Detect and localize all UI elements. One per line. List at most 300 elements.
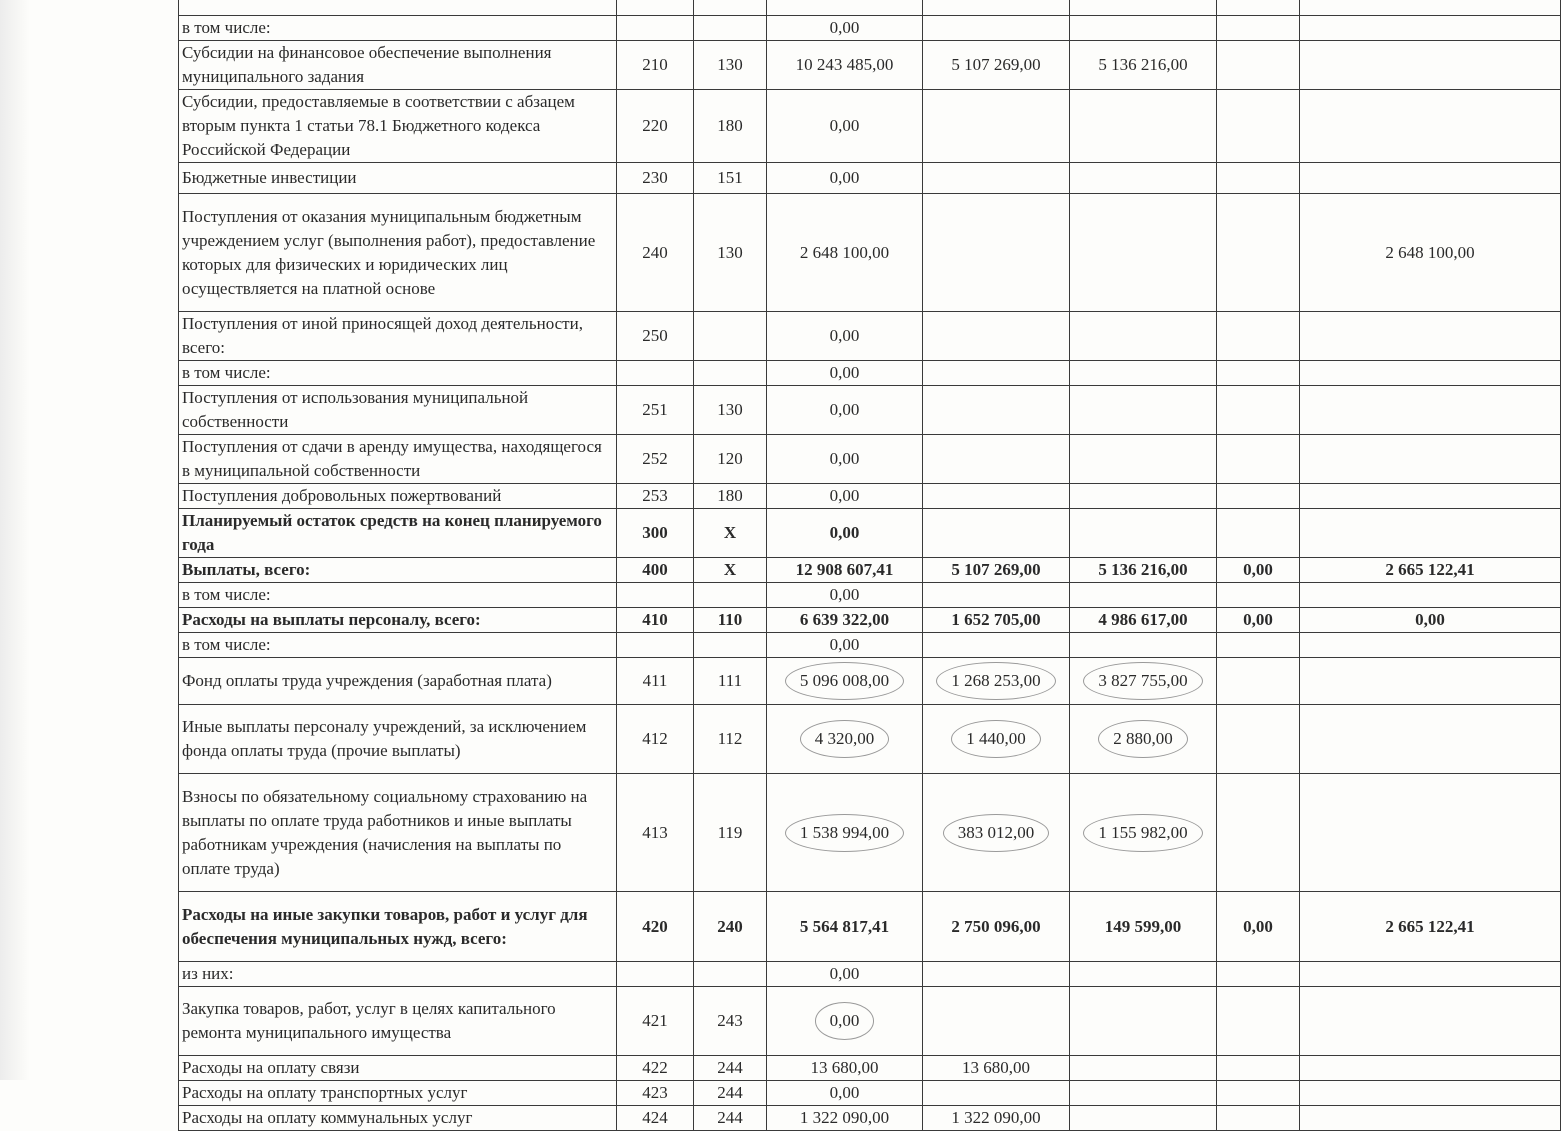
row-code (617, 16, 694, 41)
row-total-text: 0,00 (829, 449, 860, 468)
row-municipal-task-subsidy (923, 608, 1070, 633)
row-capital-investment (1217, 90, 1300, 163)
row-total (767, 1056, 923, 1081)
row-kosgu-code-text: 151 (717, 168, 743, 187)
row-kosgu-code-text: 120 (717, 449, 743, 468)
table-row (179, 583, 1561, 608)
row-kosgu-code-text: 110 (717, 610, 743, 629)
row-paid-services (1300, 386, 1561, 435)
row-name (179, 312, 617, 361)
row-name-text: в том числе: (182, 18, 271, 37)
row-other-subsidy-text: 5 136 216,00 (1098, 55, 1188, 74)
row-capital-investment (1217, 1106, 1300, 1131)
row-kosgu-code-text: 244 (717, 1083, 743, 1102)
row-paid-services (1300, 16, 1561, 41)
row-code (617, 361, 694, 386)
row-kosgu-code (694, 583, 767, 608)
row-name (179, 608, 617, 633)
row-paid-services (1300, 1106, 1561, 1131)
row-code-text: 421 (642, 1011, 668, 1030)
row-name-text: Фонд оплаты труда учреждения (заработная плата) (182, 671, 552, 690)
table-row (179, 509, 1561, 558)
row-code-text: 412 (642, 729, 668, 748)
row-total (767, 774, 923, 892)
row-total-text: 0,00 (829, 486, 860, 505)
row-total (767, 90, 923, 163)
row-name (179, 1056, 617, 1081)
row-municipal-task-subsidy (923, 163, 1070, 194)
row-capital-investment (1217, 16, 1300, 41)
row-code-text: 251 (642, 400, 668, 419)
row-other-subsidy-text: 2 880,00 (1098, 720, 1188, 758)
row-name (179, 633, 617, 658)
table-row (179, 1081, 1561, 1106)
row-name (179, 163, 617, 194)
row-capital-investment (1217, 633, 1300, 658)
row-total-text: 0,00 (829, 1083, 860, 1102)
row-kosgu-code (694, 435, 767, 484)
table-row (179, 90, 1561, 163)
row-code (617, 774, 694, 892)
row-paid-services (1300, 1056, 1561, 1081)
row-total (767, 987, 923, 1056)
row-municipal-task-subsidy (923, 90, 1070, 163)
row-code (617, 1056, 694, 1081)
row-total-text: 4 320,00 (800, 720, 890, 758)
row-capital-investment-text: 0,00 (1243, 916, 1273, 936)
table-row (179, 484, 1561, 509)
row-municipal-task-subsidy (923, 386, 1070, 435)
row-paid-services-text: 2 665 122,41 (1385, 916, 1475, 936)
row-total-text: 1 322 090,00 (799, 1108, 890, 1127)
row-total (767, 386, 923, 435)
row-paid-services (1300, 962, 1561, 987)
table-row (179, 361, 1561, 386)
row-code (617, 41, 694, 90)
row-total (767, 41, 923, 90)
row-other-subsidy (1070, 892, 1217, 962)
row-municipal-task-subsidy (923, 987, 1070, 1056)
row-capital-investment (1217, 892, 1300, 962)
row-kosgu-code (694, 0, 767, 16)
row-name-text: Выплаты, всего: (182, 560, 311, 579)
row-name (179, 962, 617, 987)
row-total-text: 0,00 (829, 585, 860, 604)
row-kosgu-code-text: Х (723, 560, 737, 579)
table-row (179, 558, 1561, 583)
row-name-text: Субсидии на финансовое обеспечение выполнения муниципального задания (182, 43, 552, 86)
row-paid-services (1300, 608, 1561, 633)
row-kosgu-code-text: 244 (717, 1108, 743, 1127)
row-paid-services (1300, 90, 1561, 163)
row-name-text: Взносы по обязательному социальному страхованию на выплаты по оплате труда работников и иные выплаты работникам учреждения (начисления на выплаты по оплате труда) (182, 786, 588, 878)
row-kosgu-code-text: 130 (717, 55, 743, 74)
row-code-text: 423 (642, 1083, 668, 1102)
row-other-subsidy (1070, 509, 1217, 558)
row-capital-investment (1217, 484, 1300, 509)
row-municipal-task-subsidy-text: 5 107 269,00 (951, 55, 1041, 74)
row-municipal-task-subsidy (923, 705, 1070, 774)
row-paid-services (1300, 774, 1561, 892)
row-paid-services (1300, 194, 1561, 312)
row-total (767, 16, 923, 41)
row-paid-services (1300, 583, 1561, 608)
row-name-text: Субсидии, предоставляемые в соответствии с абзацем вторым пункта 1 статьи 78.1 Бюджетного кодекса Российской Федерации (182, 92, 575, 159)
row-kosgu-code (694, 484, 767, 509)
row-municipal-task-subsidy (923, 435, 1070, 484)
row-kosgu-code-text: 180 (717, 116, 743, 135)
row-paid-services-text: 2 648 100,00 (1385, 242, 1475, 262)
row-total-text: 0,00 (829, 635, 860, 654)
row-total (767, 658, 923, 705)
row-other-subsidy (1070, 633, 1217, 658)
row-municipal-task-subsidy (923, 658, 1070, 705)
table-row (179, 658, 1561, 705)
row-name (179, 1081, 617, 1106)
row-name-text: в том числе: (182, 585, 271, 604)
row-municipal-task-subsidy (923, 194, 1070, 312)
row-total-text: 0,00 (829, 400, 860, 419)
row-other-subsidy (1070, 558, 1217, 583)
row-kosgu-code (694, 163, 767, 194)
row-capital-investment (1217, 163, 1300, 194)
row-code (617, 558, 694, 583)
row-total (767, 163, 923, 194)
row-capital-investment (1217, 386, 1300, 435)
row-code-text: 411 (642, 671, 668, 690)
table-row (179, 41, 1561, 90)
row-total (767, 361, 923, 386)
row-other-subsidy-text: 4 986 617,00 (1098, 610, 1188, 629)
row-name-text: Иные выплаты персоналу учреждений, за исключением фонда оплаты труда (прочие выплаты) (182, 717, 587, 760)
row-total (767, 312, 923, 361)
row-code (617, 484, 694, 509)
row-municipal-task-subsidy-text: 1 652 705,00 (951, 610, 1041, 629)
row-municipal-task-subsidy (923, 484, 1070, 509)
row-other-subsidy (1070, 608, 1217, 633)
row-municipal-task-subsidy-text: 13 680,00 (962, 1058, 1030, 1077)
row-paid-services (1300, 361, 1561, 386)
row-total-text: 0,00 (829, 116, 860, 135)
row-total-text: 0,00 (815, 1002, 875, 1040)
table-row (179, 163, 1561, 194)
row-other-subsidy-text: 1 155 982,00 (1083, 814, 1202, 852)
row-paid-services (1300, 987, 1561, 1056)
row-capital-investment (1217, 774, 1300, 892)
row-other-subsidy-text: 149 599,00 (1104, 916, 1182, 936)
row-total-text: 10 243 485,00 (795, 55, 894, 74)
row-name-text: в том числе: (182, 635, 271, 654)
row-code-text: 413 (642, 822, 668, 842)
row-code (617, 194, 694, 312)
row-paid-services (1300, 1081, 1561, 1106)
row-code (617, 0, 694, 16)
row-capital-investment (1217, 509, 1300, 558)
row-name (179, 484, 617, 509)
row-kosgu-code (694, 892, 767, 962)
row-paid-services (1300, 892, 1561, 962)
row-municipal-task-subsidy-text: 1 440,00 (951, 720, 1041, 758)
row-total-text: 0,00 (829, 363, 860, 382)
row-total (767, 962, 923, 987)
row-code (617, 962, 694, 987)
row-other-subsidy (1070, 41, 1217, 90)
row-paid-services-text: 2 665 122,41 (1385, 560, 1475, 579)
row-code-text: 253 (642, 486, 668, 505)
row-other-subsidy (1070, 1106, 1217, 1131)
row-other-subsidy (1070, 90, 1217, 163)
row-code-text: 300 (642, 523, 668, 542)
row-other-subsidy (1070, 705, 1217, 774)
table-row (179, 194, 1561, 312)
row-total (767, 509, 923, 558)
row-paid-services (1300, 633, 1561, 658)
row-paid-services (1300, 312, 1561, 361)
row-municipal-task-subsidy (923, 892, 1070, 962)
row-code (617, 386, 694, 435)
row-kosgu-code-text: 243 (717, 1011, 743, 1030)
row-kosgu-code (694, 312, 767, 361)
row-name (179, 361, 617, 386)
row-name-text: Расходы на иные закупки товаров, работ и услуг для обеспечения муниципальных нужд, всего: (182, 904, 588, 948)
row-kosgu-code (694, 509, 767, 558)
row-municipal-task-subsidy (923, 558, 1070, 583)
row-kosgu-code (694, 774, 767, 892)
row-municipal-task-subsidy (923, 16, 1070, 41)
row-other-subsidy-text: 5 136 216,00 (1098, 560, 1188, 579)
row-total-text: 2 648 100,00 (799, 242, 890, 262)
row-code (617, 163, 694, 194)
row-capital-investment (1217, 41, 1300, 90)
row-municipal-task-subsidy (923, 633, 1070, 658)
row-name-text: из них: (182, 964, 234, 983)
row-total (767, 892, 923, 962)
row-other-subsidy (1070, 583, 1217, 608)
row-total-text: 5 564 817,41 (799, 916, 890, 936)
row-total (767, 608, 923, 633)
row-other-subsidy (1070, 386, 1217, 435)
row-code (617, 608, 694, 633)
table-row (179, 608, 1561, 633)
row-name-text: Поступления от сдачи в аренду имущества, находящегося в муниципальной собственности (182, 437, 602, 480)
row-name-text: Планируемый остаток средств на конец планируемого года (182, 511, 602, 554)
row-name (179, 987, 617, 1056)
table-row (179, 892, 1561, 962)
row-other-subsidy (1070, 194, 1217, 312)
row-capital-investment (1217, 435, 1300, 484)
row-name (179, 0, 617, 16)
row-kosgu-code (694, 1106, 767, 1131)
row-other-subsidy (1070, 962, 1217, 987)
row-other-subsidy (1070, 484, 1217, 509)
row-paid-services-text: 0,00 (1415, 610, 1445, 629)
row-municipal-task-subsidy (923, 312, 1070, 361)
row-total-text: 5 096 008,00 (785, 662, 904, 700)
row-capital-investment (1217, 558, 1300, 583)
row-total-text: 0,00 (829, 18, 860, 37)
scan-edge (0, 0, 30, 1080)
row-name-text: Расходы на оплату транспортных услуг (182, 1083, 468, 1102)
row-kosgu-code (694, 194, 767, 312)
row-code-text: 424 (642, 1108, 668, 1127)
row-kosgu-code (694, 658, 767, 705)
row-code-text: 420 (642, 916, 668, 936)
row-capital-investment (1217, 987, 1300, 1056)
row-code-text: 240 (642, 242, 668, 262)
row-municipal-task-subsidy-text: 383 012,00 (943, 814, 1050, 852)
table-row (179, 987, 1561, 1056)
row-municipal-task-subsidy-text: 1 322 090,00 (951, 1108, 1041, 1127)
row-name-text: Закупка товаров, работ, услуг в целях капитального ремонта муниципального имущества (182, 999, 556, 1042)
row-total (767, 705, 923, 774)
row-paid-services (1300, 0, 1561, 16)
row-other-subsidy (1070, 1081, 1217, 1106)
row-other-subsidy (1070, 0, 1217, 16)
row-code (617, 583, 694, 608)
row-name (179, 509, 617, 558)
row-name (179, 1106, 617, 1131)
row-paid-services (1300, 163, 1561, 194)
financial-plan-table (178, 0, 1561, 1131)
row-total-text: 0,00 (829, 168, 860, 187)
row-capital-investment (1217, 608, 1300, 633)
row-name (179, 583, 617, 608)
row-code (617, 435, 694, 484)
row-kosgu-code-text: 130 (717, 242, 743, 262)
row-name-text: в том числе: (182, 363, 271, 382)
row-kosgu-code (694, 608, 767, 633)
row-municipal-task-subsidy (923, 361, 1070, 386)
row-total-text: 12 908 607,41 (795, 560, 894, 579)
row-code (617, 1106, 694, 1131)
row-kosgu-code-text: 112 (717, 729, 743, 748)
row-capital-investment (1217, 194, 1300, 312)
row-municipal-task-subsidy (923, 0, 1070, 16)
row-total-text: 6 639 322,00 (799, 610, 890, 629)
row-other-subsidy (1070, 163, 1217, 194)
row-name-text: Поступления от использования муниципальной собственности (182, 388, 529, 431)
row-kosgu-code (694, 361, 767, 386)
row-kosgu-code-text: 240 (717, 916, 743, 936)
row-paid-services (1300, 658, 1561, 705)
row-code-text: 230 (642, 168, 668, 187)
row-kosgu-code-text: 180 (717, 486, 743, 505)
row-paid-services (1300, 558, 1561, 583)
row-total (767, 633, 923, 658)
row-name-text: Расходы на оплату связи (182, 1058, 360, 1077)
row-total-text: 0,00 (829, 326, 860, 345)
row-code-text: 220 (642, 116, 668, 135)
row-other-subsidy (1070, 361, 1217, 386)
row-capital-investment (1217, 1056, 1300, 1081)
row-kosgu-code (694, 962, 767, 987)
row-paid-services (1300, 705, 1561, 774)
row-capital-investment (1217, 312, 1300, 361)
row-municipal-task-subsidy (923, 774, 1070, 892)
row-municipal-task-subsidy-text: 2 750 096,00 (951, 916, 1041, 936)
row-municipal-task-subsidy-text: 1 268 253,00 (936, 662, 1055, 700)
row-code-text: 250 (642, 326, 668, 345)
table-row (179, 0, 1561, 16)
table-row (179, 1106, 1561, 1131)
row-capital-investment (1217, 583, 1300, 608)
row-name-text: Расходы на выплаты персоналу, всего: (182, 610, 481, 629)
row-municipal-task-subsidy (923, 41, 1070, 90)
row-kosgu-code (694, 1056, 767, 1081)
row-capital-investment (1217, 361, 1300, 386)
row-capital-investment (1217, 962, 1300, 987)
row-paid-services (1300, 509, 1561, 558)
row-kosgu-code (694, 633, 767, 658)
row-capital-investment-text: 0,00 (1243, 560, 1273, 579)
row-kosgu-code (694, 41, 767, 90)
table-row (179, 312, 1561, 361)
row-other-subsidy (1070, 987, 1217, 1056)
row-kosgu-code (694, 705, 767, 774)
row-name (179, 658, 617, 705)
row-other-subsidy (1070, 312, 1217, 361)
row-total-text: 1 538 994,00 (785, 814, 904, 852)
row-name (179, 774, 617, 892)
row-kosgu-code (694, 90, 767, 163)
row-total (767, 583, 923, 608)
row-code-text: 210 (642, 55, 668, 74)
row-municipal-task-subsidy-text: 5 107 269,00 (951, 560, 1041, 579)
row-code (617, 705, 694, 774)
row-code (617, 633, 694, 658)
row-total-text: 0,00 (829, 523, 860, 542)
row-code (617, 1081, 694, 1106)
row-kosgu-code-text: Х (723, 523, 737, 542)
row-total (767, 484, 923, 509)
row-total (767, 435, 923, 484)
row-code-text: 422 (642, 1058, 668, 1077)
row-capital-investment (1217, 658, 1300, 705)
row-municipal-task-subsidy (923, 509, 1070, 558)
row-code (617, 987, 694, 1056)
row-name (179, 194, 617, 312)
row-name (179, 386, 617, 435)
row-name (179, 892, 617, 962)
row-kosgu-code (694, 16, 767, 41)
row-name (179, 558, 617, 583)
table-row (179, 386, 1561, 435)
table-row (179, 962, 1561, 987)
row-code (617, 658, 694, 705)
row-code (617, 312, 694, 361)
row-paid-services (1300, 484, 1561, 509)
row-name (179, 41, 617, 90)
row-kosgu-code-text: 244 (717, 1058, 743, 1077)
row-code-text: 252 (642, 449, 668, 468)
table-row (179, 705, 1561, 774)
table-row (179, 633, 1561, 658)
row-municipal-task-subsidy (923, 1106, 1070, 1131)
row-total (767, 558, 923, 583)
row-kosgu-code (694, 558, 767, 583)
table-body (179, 0, 1561, 1131)
row-total (767, 0, 923, 16)
row-other-subsidy (1070, 1056, 1217, 1081)
row-other-subsidy (1070, 774, 1217, 892)
row-total-text: 13 680,00 (810, 1058, 879, 1077)
row-name-text: Поступления добровольных пожертвований (182, 486, 502, 505)
row-other-subsidy (1070, 658, 1217, 705)
row-municipal-task-subsidy (923, 962, 1070, 987)
row-other-subsidy (1070, 16, 1217, 41)
table-row (179, 1056, 1561, 1081)
row-name-text: Поступления от оказания муниципальным бюджетным учреждением услуг (выполнения работ), предоставление которых для физических и юридических лиц осуществляется на платной основе (182, 206, 596, 298)
